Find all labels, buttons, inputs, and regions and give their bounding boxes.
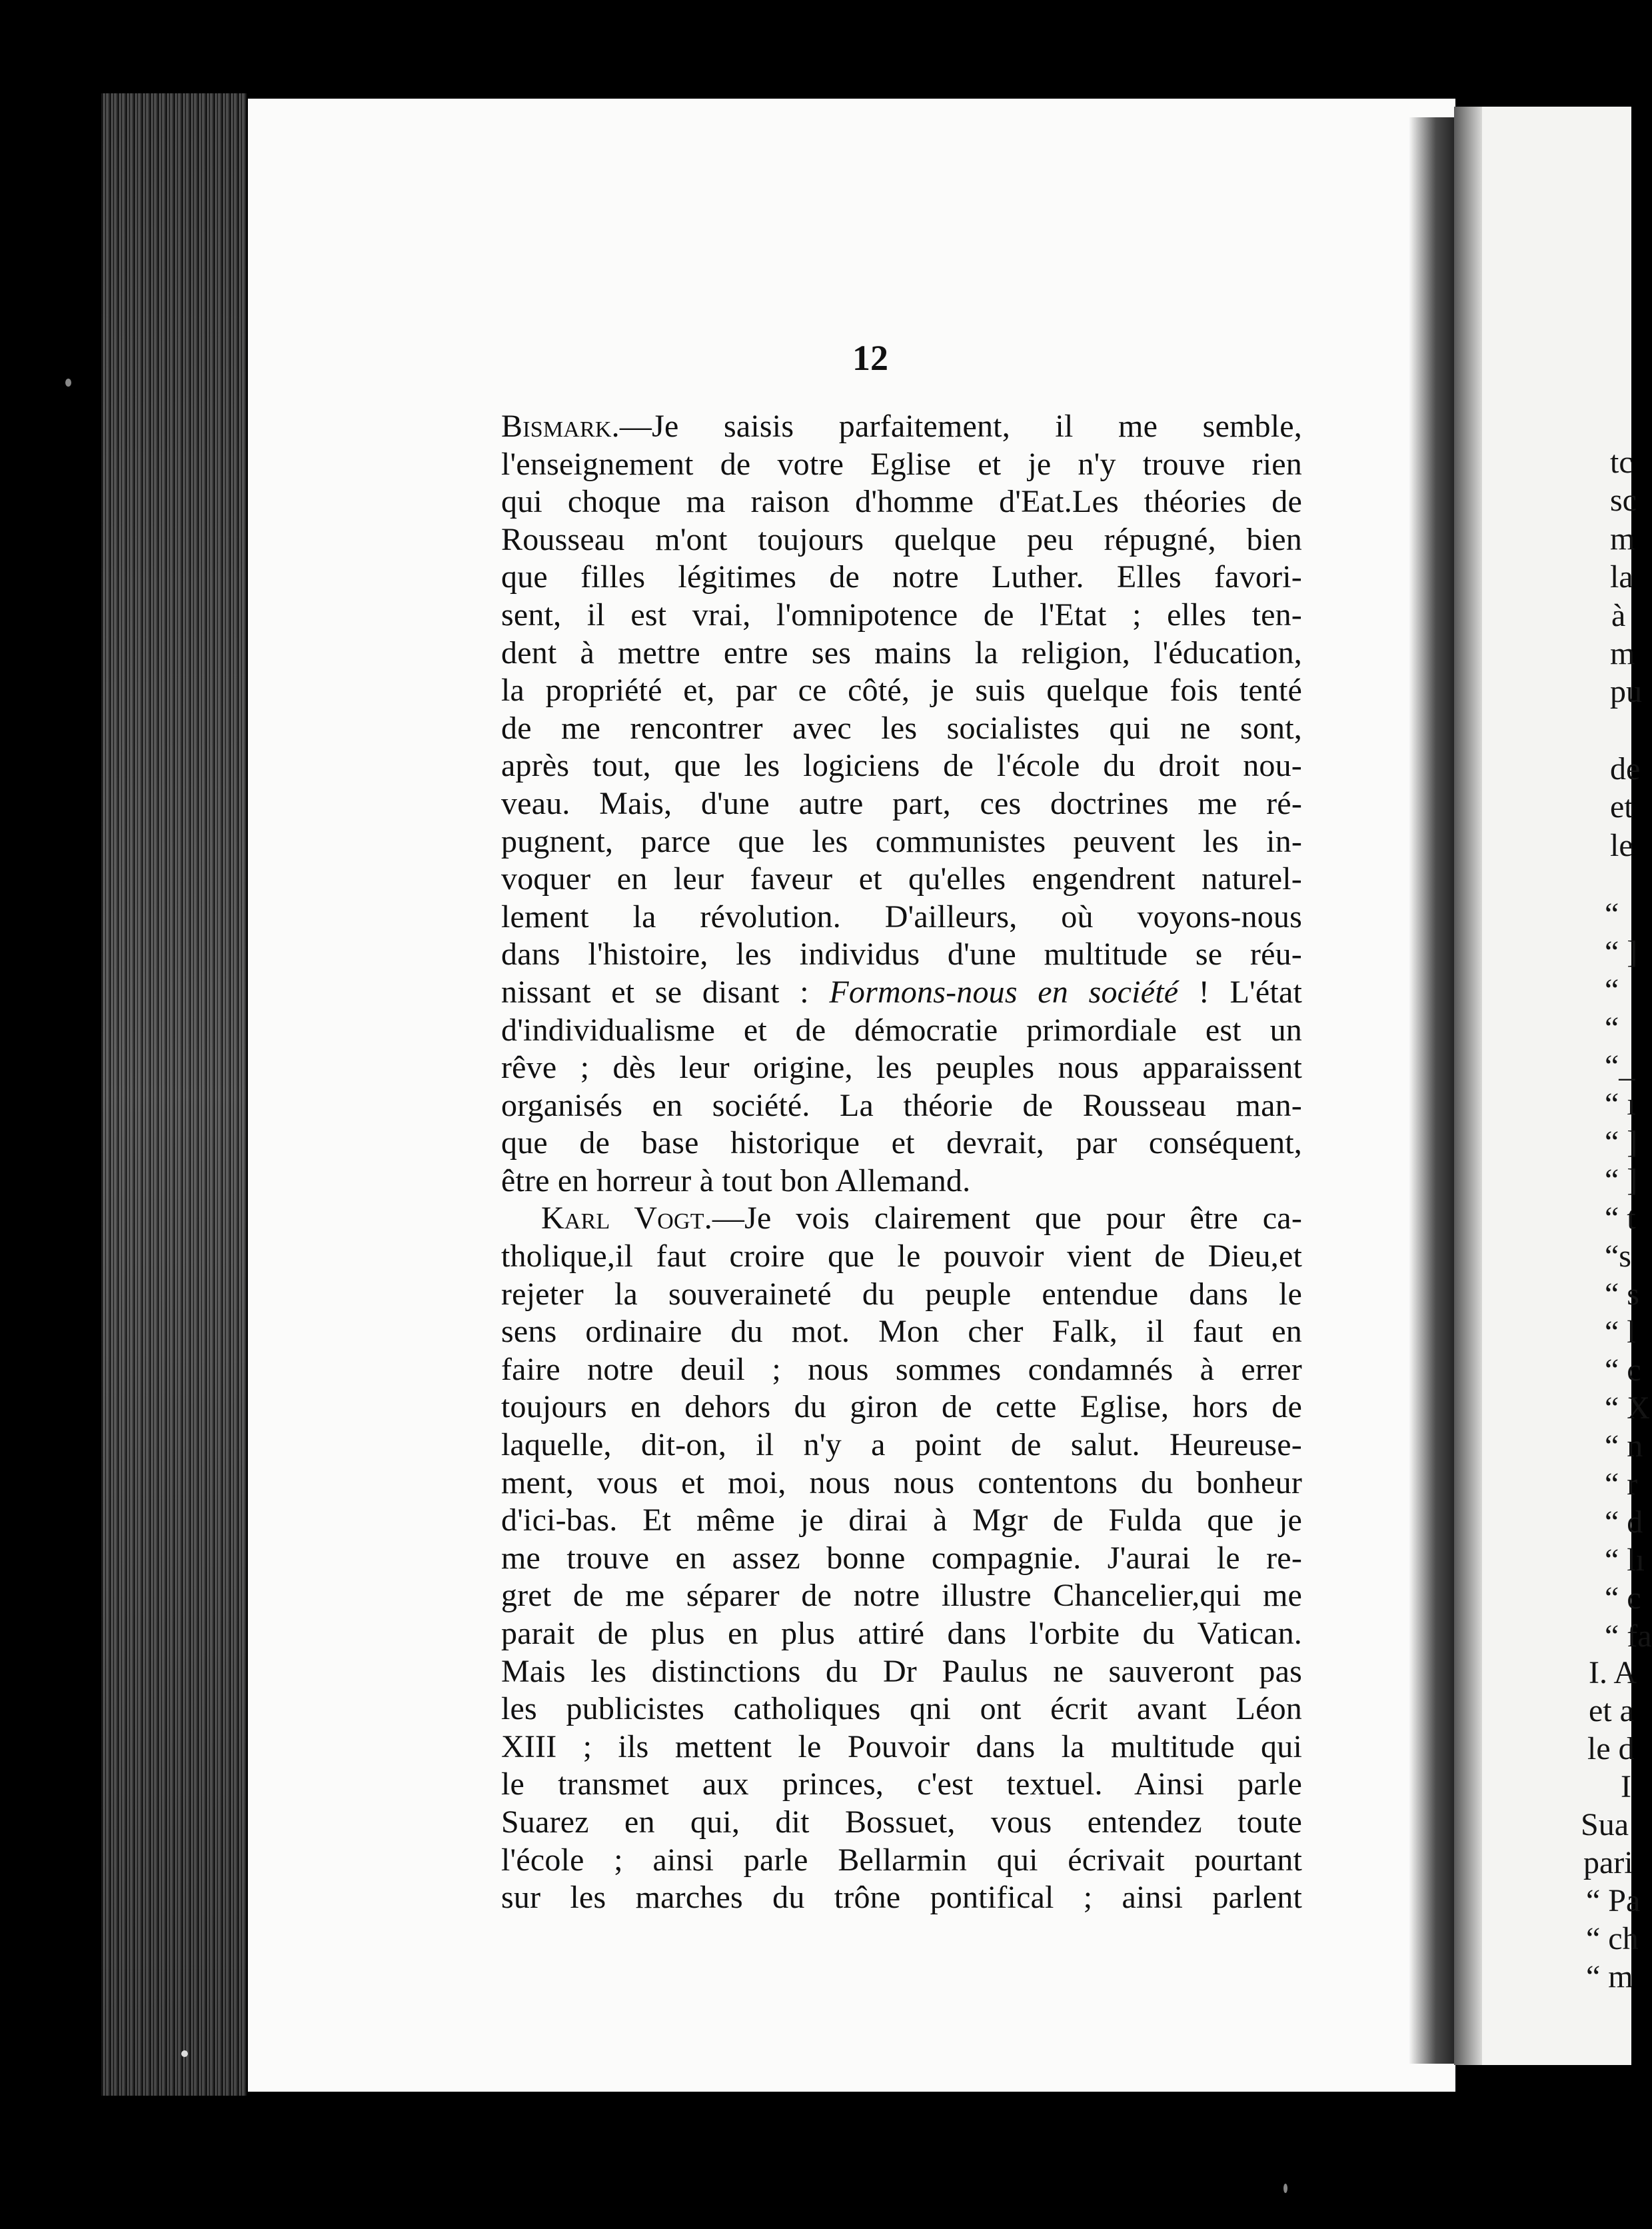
right-page-fragment: “ ı [1605,1087,1636,1122]
text-line [501,974,1302,1012]
line-text: Mais les distinctions du Dr Paulus ne sauveront pas [501,1653,1302,1689]
line-text: veau. Mais, d'une autre part, ces doctrines me ré- [501,785,1302,821]
right-page-fragment: “ d [1605,1504,1643,1540]
right-page-fragment: tc [1610,445,1633,480]
text-line [501,1540,1302,1578]
line-text: XIII ; ils mettent le Pouvoir dans la multitude qui [501,1728,1302,1764]
right-page-fragment: “ c [1605,1580,1641,1616]
book-gutter [1409,117,1454,2064]
line-text: après tout, que les logiciens de l'école du droit nou- [501,748,1302,784]
line-text: de me rencontrer avec les socialistes qui ne sont, [501,710,1302,746]
text-line [501,1577,1302,1615]
line-text: rêve ; dès leur origine, les peuples nous apparaissent [501,1050,1302,1086]
line-text: sens ordinaire du mot. Mon cher Falk, il faut en [501,1314,1302,1350]
right-page-fragment: “ [1605,973,1619,1008]
text-line [501,1012,1302,1050]
text-line [501,635,1302,673]
text-line [501,1276,1302,1314]
text-line [501,1351,1302,1389]
line-text: l'enseignement de votre Eglise et je n'y trouve rien [501,446,1302,482]
text-line [501,1690,1302,1728]
text-line [501,823,1302,861]
right-page-fragment: Sua [1581,1807,1629,1842]
text-line [501,899,1302,937]
line-text: pugnent, parce que les communistes peuvent les in- [501,823,1302,859]
line-text: le transmet aux princes, c'est textuel. Ainsi parle [501,1766,1302,1802]
line-text: rejeter la souveraineté du peuple entendue dans le [501,1276,1302,1312]
text-line [501,1200,1302,1238]
line-text: dent à mettre entre ses mains la religion, l'éducation, [501,635,1302,671]
right-page-fragment: “ c [1605,1352,1641,1388]
italic-quote: Formons-nous en société [829,974,1179,1010]
line-text: Rousseau m'ont toujours quelque peu répugné, bien [501,521,1302,557]
text-line [501,1615,1302,1653]
text-line [501,1804,1302,1842]
line-text: lement la révolution. D'ailleurs, où voyons-nous [501,899,1302,935]
line-text: sur les marches du trône pontifical ; ainsi parlent [501,1880,1302,1916]
text-line [501,785,1302,823]
right-page-fragment: sc [1610,483,1637,518]
text-line [501,1162,1302,1200]
line-text: d'ici-bas. Et même je dirai à Mgr de Fulda que je [501,1502,1302,1538]
right-page-fragment: “ ] [1605,1124,1638,1160]
text-line [501,1842,1302,1880]
right-page-fragment: pari [1583,1845,1633,1880]
text-line [501,1653,1302,1691]
text-line [501,1502,1302,1540]
right-page-fragment: “ s [1605,1276,1639,1312]
right-page-fragment: le [1610,828,1633,863]
right-page-fragment: “ r [1605,1466,1638,1502]
right-page-shadow [1454,107,1482,2065]
right-page-fragment: m [1610,636,1635,671]
right-page-fragment: “ X [1605,1390,1650,1426]
text-line [501,1388,1302,1426]
text-line [501,1049,1302,1087]
line-text: la propriété et, par ce côté, je suis quelque fois tenté [501,673,1302,709]
right-page-fragment: I [1621,1769,1631,1804]
right-page-fragment: “ ] [1605,935,1638,970]
line-text: parait de plus en plus attiré dans l'orbite du Vatican. [501,1616,1302,1651]
line-text: que filles légitimes de notre Luther. Elles favori- [501,559,1302,595]
text-line [501,1426,1302,1464]
right-page-fragment: la [1610,559,1633,595]
right-page-fragment: “ n [1605,1428,1643,1464]
right-page-fragment: le d [1587,1731,1635,1766]
body-text [501,408,1302,1917]
line-text: ment, vous et moi, nous nous contentons du bonheur [501,1464,1302,1500]
page-number: 12 [852,338,888,378]
text-line [501,483,1302,521]
line-text: organisés en société. La théorie de Rousseau man- [501,1087,1302,1123]
line-text: gret de me séparer de notre illustre Chancelier,qui me [501,1578,1302,1614]
right-page-fragment: “ t [1605,1200,1636,1236]
line-text: Suarez en qui, dit Bossuet, vous entendez toute [501,1804,1302,1840]
right-page-fragment: “ ch [1586,1921,1639,1956]
right-page-fragment: “ m [1586,1959,1633,1994]
right-page-fragment: de [1610,751,1641,787]
book-page-edges-shade [101,93,247,2096]
line-text: me trouve en assez bonne compagnie. J'aurai le re- [501,1540,1302,1576]
line-text: les publicistes catholiques qni ont écrit avant Léon [501,1691,1302,1727]
right-page-fragment: “ l [1605,1314,1636,1350]
line-text: l'école ; ainsi parle Bellarmin qui écrivait pourtant [501,1842,1302,1878]
right-page-fragment: à [1611,598,1626,633]
text-line [501,1124,1302,1162]
right-page-fragment: pu [1610,674,1642,709]
text-line [501,861,1302,899]
line-text: dans l'histoire, les individus d'une multitude se réu- [501,937,1302,973]
line-text: laquelle, dit-on, il n'y a point de salut. Heureuse- [501,1427,1302,1463]
text-line [501,1238,1302,1276]
right-page-fragment: et a [1589,1693,1634,1728]
text-line [501,1464,1302,1502]
line-text: voquer en leur faveur et qu'elles engendrent naturel- [501,861,1302,897]
right-page-fragment: “_ [1605,1049,1635,1084]
text-line [501,710,1302,748]
text-line [501,1728,1302,1766]
text-line [501,936,1302,974]
line-text: nissant et se disant : [501,974,809,1010]
speaker-name: Bismark [501,409,612,444]
right-page-fragment: “ lı [1605,1542,1645,1578]
text-line [501,747,1302,785]
line-text: tholique,il faut croire que le pouvoir vient de Dieu,et [501,1238,1302,1274]
right-page-fragment: et [1610,789,1633,825]
right-page-fragment: “ fa [1605,1618,1652,1654]
scan-speck [181,2050,188,2057]
right-page-fragment: “ Pa [1586,1883,1641,1918]
line-text: que de base historique et devrait, par conséquent, [501,1125,1302,1161]
right-page-fragment: “ [1605,897,1619,932]
text-line [501,521,1302,559]
right-page-fragment: “s [1605,1238,1631,1274]
line-text: être en horreur à tout bon Allemand. [501,1162,971,1198]
scan-speck [1283,2184,1287,2193]
text-line [501,672,1302,710]
right-page-fragment: m [1610,521,1635,557]
text-line [501,1879,1302,1917]
line-text: d'individualisme et de démocratie primordiale est un [501,1012,1302,1048]
right-page-fragment: I. A [1589,1655,1637,1690]
text-line [501,559,1302,597]
text-line [501,1766,1302,1804]
line-text: faire notre deuil ; nous sommes condamnés à errer [501,1351,1302,1387]
line-text: sent, il est vrai, l'omnipotence de l'Etat ; elles ten- [501,597,1302,633]
line-text: .—Je saisis parfaitement, il me semble, [611,409,1302,444]
speaker-name: Karl Vogt [541,1200,704,1236]
line-text: qui choque ma raison d'homme d'Eat.Les théories de [501,484,1302,520]
line-text: toujours en dehors du giron de cette Eglise, hors de [501,1389,1302,1425]
text-line [501,1087,1302,1125]
right-page-fragment: “ [1605,1011,1619,1046]
text-line [501,1313,1302,1351]
right-page-fragment: “ ] [1605,1162,1638,1198]
text-line [501,408,1302,446]
scan-speck [65,379,71,387]
line-text: .—Je vois clairement que pour être ca- [704,1200,1302,1236]
line-text-after: ! L'état [1178,974,1302,1010]
text-line [501,597,1302,635]
text-line [501,446,1302,484]
